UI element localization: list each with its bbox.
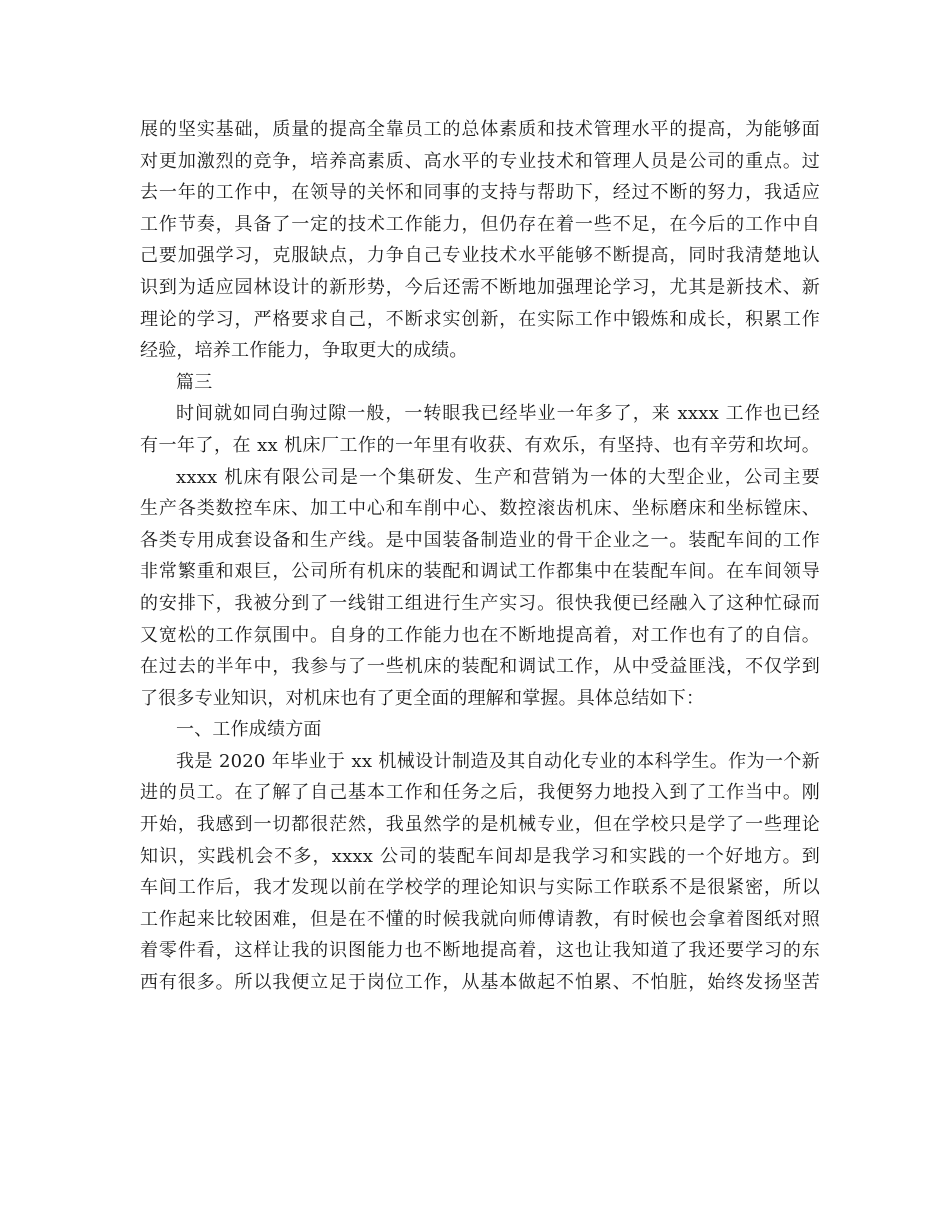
- paragraph-line: 知识，实践机会不多，xxxx 公司的装配车间却是我学习和实践的一个好地方。到: [140, 845, 820, 867]
- paragraph-line: 己要加强学习，克服缺点，力争自己专业技术水平能够不断提高，同时我清楚地认: [140, 245, 820, 267]
- paragraph-line: 车间工作后，我才发现以前在学校学的理论知识与实际工作联系不是很紧密，所以: [140, 877, 820, 899]
- paragraph-line: 进的员工。在了解了自己基本工作和任务之后，我便努力地投入到了工作当中。刚: [140, 782, 820, 804]
- paragraph-line: 去一年的工作中，在领导的关怀和同事的支持与帮助下，经过不断的努力，我适应: [140, 182, 820, 204]
- section-heading: 一、工作成绩方面: [176, 719, 322, 741]
- document-body: [140, 114, 820, 999]
- paragraph-line: xxxx 机床有限公司是一个集研发、生产和营销为一体的大型企业，公司主要: [176, 466, 820, 488]
- paragraph-line: 西有很多。所以我便立足于岗位工作，从基本做起不怕累、不怕脏，始终发扬坚苦: [140, 972, 820, 994]
- paragraph-line: 又宽松的工作氛围中。自身的工作能力也在不断地提高着，对工作也有了的自信。: [140, 624, 820, 646]
- paragraph-line: 了很多专业知识，对机床也有了更全面的理解和掌握。具体总结如下：: [140, 687, 705, 709]
- paragraph-line: 开始，我感到一切都很茫然，我虽然学的是机械专业，但在学校只是学了一些理论: [140, 814, 820, 836]
- paragraph-line: 工作起来比较困难，但是在不懂的时候我就向师傅请教，有时候也会拿着图纸对照: [140, 908, 820, 930]
- paragraph-line: 工作节奏，具备了一定的技术工作能力，但仍存在着一些不足，在今后的工作中自: [140, 213, 820, 235]
- paragraph-line: 经验，培养工作能力，争取更大的成绩。: [140, 340, 468, 362]
- paragraph-line: 非常繁重和艰巨，公司所有机床的装配和调试工作都集中在装配车间。在车间领导: [140, 561, 820, 583]
- paragraph-line: 的安排下，我被分到了一线钳工组进行生产实习。很快我便已经融入了这种忙碌而: [140, 592, 820, 614]
- paragraph-line: 在过去的半年中，我参与了一些机床的装配和调试工作，从中受益匪浅，不仅学到: [140, 656, 820, 678]
- section-heading: 篇三: [176, 371, 213, 393]
- paragraph-line: 识到为适应园林设计的新形势，今后还需不断地加强理论学习，尤其是新技术、新: [140, 276, 820, 298]
- paragraph-line: 展的坚实基础，质量的提高全靠员工的总体素质和技术管理水平的提高，为能够面: [140, 119, 820, 140]
- paragraph-line: 对更加激烈的竞争，培养高素质、高水平的专业技术和管理人员是公司的重点。过: [140, 150, 820, 172]
- paragraph-line: 有一年了，在 xx 机床厂工作的一年里有收获、有欢乐，有坚持、也有辛劳和坎坷。: [140, 434, 820, 456]
- paragraph-line: 时间就如同白驹过隙一般，一转眼我已经毕业一年多了，来 xxxx 工作也已经: [176, 403, 820, 425]
- paragraph-line: 理论的学习，严格要求自己，不断求实创新，在实际工作中锻炼和成长，积累工作: [140, 308, 820, 330]
- paragraph-line: 着零件看，这样让我的识图能力也不断地提高着，这也让我知道了我还要学习的东: [140, 940, 820, 962]
- paragraph-line: 各类专用成套设备和生产线。是中国装备制造业的骨干企业之一。装配车间的工作: [140, 529, 820, 551]
- paragraph-line: 生产各类数控车床、加工中心和车削中心、数控滚齿机床、坐标磨床和坐标镗床、: [140, 498, 820, 520]
- paragraph-line: 我是 2020 年毕业于 xx 机械设计制造及其自动化专业的本科学生。作为一个新: [176, 750, 820, 772]
